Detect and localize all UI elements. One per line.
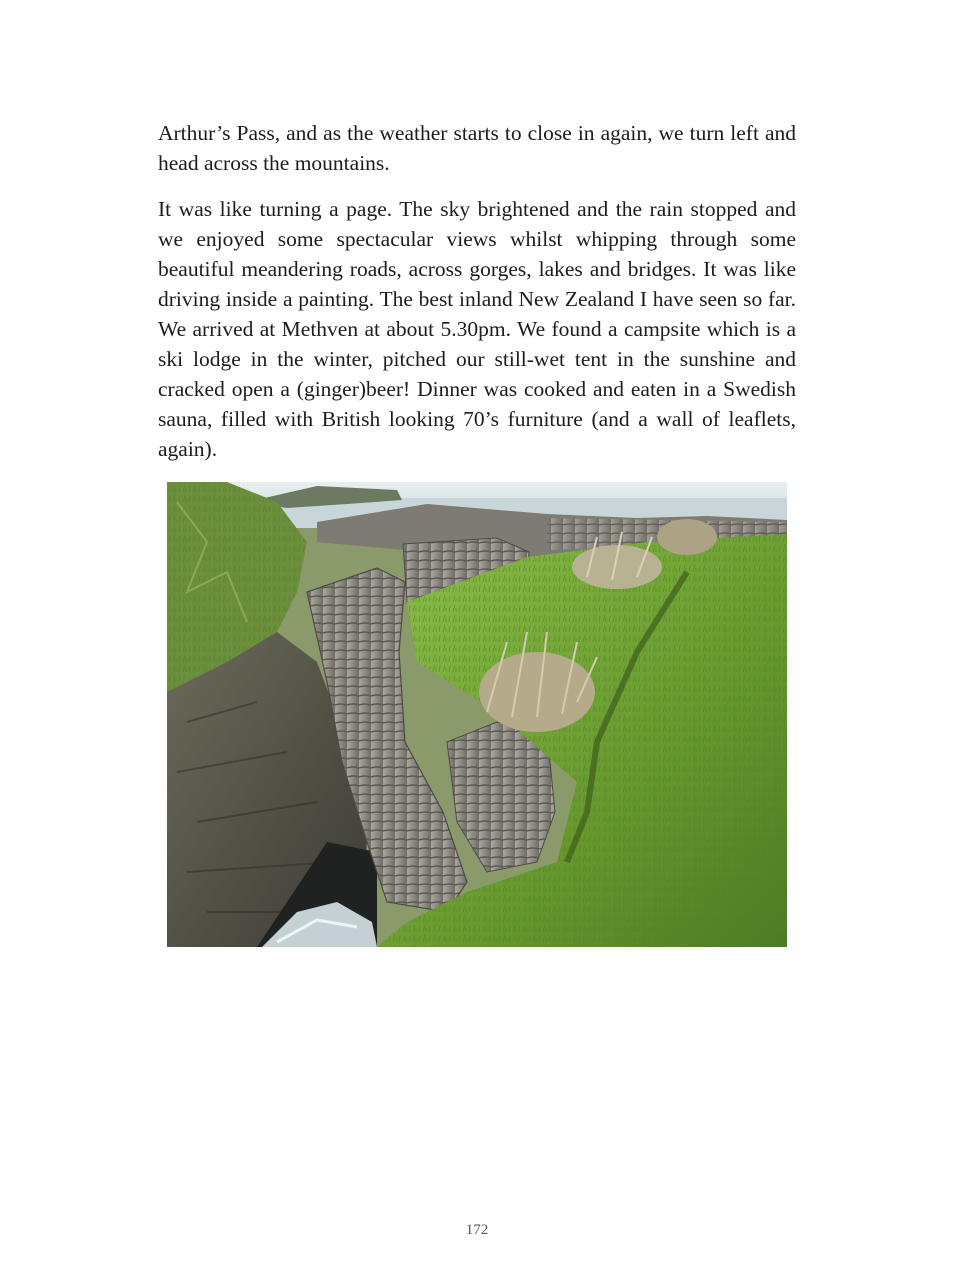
paragraph-2: It was like turning a page. The sky brightened and the rain stopped and we enjoyed some spectacular views whilst whipping through some beautiful meandering roads, across gorges, lakes and bridges. It was like driving inside a painting. The best inland New Zealand I have seen so far. We arrived at Methven at about 5.30pm. We found a campsite which is a ski lodge in the winter, pitched our still-wet tent in the sunshine and cracked open a (ginger)beer! Dinner was cooked and eaten in a Swedish sauna, filled with British looking 70’s furniture (and a wall of leaflets, again). — [158, 197, 796, 461]
paragraph-1: Arthur’s Pass, and as the weather starts to close in again, we turn left and head across the mountains. — [158, 121, 796, 175]
page-number: 172 — [465, 1222, 489, 1238]
coastal-rock-photo — [167, 482, 787, 947]
photo-illustration — [167, 482, 787, 947]
body-text — [158, 118, 796, 480]
